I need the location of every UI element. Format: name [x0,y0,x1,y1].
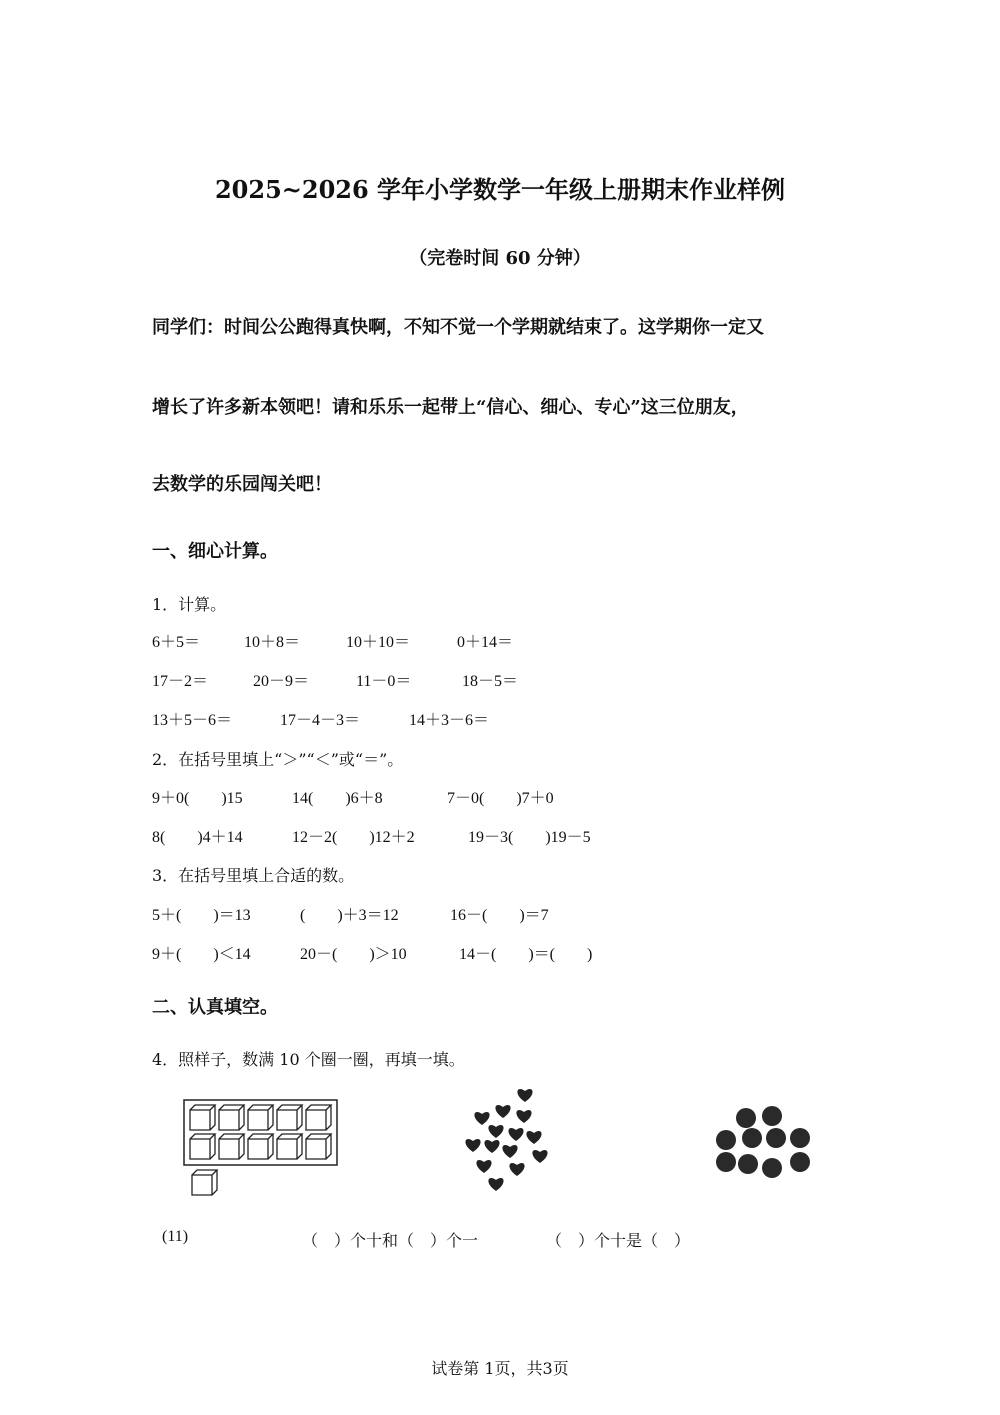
answer-example: (11) [162,1228,189,1245]
calc-item: 14＋3－6＝ [409,712,490,729]
page-title: 2025~2026 学年小学数学一年级上册期末作业样例 [214,175,786,204]
fill-item: 9＋( )＜14 [152,946,251,963]
dot-icon [762,1106,782,1126]
page-footer: 试卷第 1页，共3页 [431,1359,569,1378]
heart-icon [488,1178,503,1191]
heart-icon [502,1145,517,1158]
heart-icon [526,1131,541,1144]
dot-icon [766,1128,786,1148]
cubes-figure [180,1095,345,1205]
calc-item: 17－2＝ [152,673,209,690]
compare-item: 12－2( )12＋2 [292,829,415,846]
compare-item: 7－0( )7＋0 [447,790,554,807]
heart-icon [508,1128,523,1141]
dots-figure [712,1102,822,1187]
heart-icon [509,1163,524,1176]
fill-item: 5＋( )＝13 [152,907,251,924]
heart-icon [465,1139,480,1152]
heart-icon [474,1112,489,1125]
exam-duration: （完卷时间 60 分钟） [409,248,591,269]
cube-icon [190,1105,215,1130]
answer-hearts: （ ）个十和（ ）个一 [302,1231,479,1250]
question-2-label: 2．在括号里填上“＞”“＜”或“＝”。 [152,750,404,769]
calc-item: 10＋8＝ [244,634,301,651]
cube-icon [277,1134,302,1159]
heart-icon [532,1150,547,1163]
calc-item: 13＋5－6＝ [152,712,233,729]
calc-item: 10＋10＝ [346,634,411,651]
fill-item: 20－( )＞10 [300,946,407,963]
compare-item: 14( )6＋8 [292,790,383,807]
cube-icon [306,1105,331,1130]
hearts-figure [460,1080,560,1200]
heart-icon [476,1160,491,1173]
heart-icon [516,1110,531,1123]
cube-icon [277,1105,302,1130]
dot-icon [716,1152,736,1172]
section-heading-2: 二、认真填空。 [152,997,278,1018]
calc-item: 20－9＝ [253,673,310,690]
calc-item: 17－4－3＝ [280,712,361,729]
cube-icon [306,1134,331,1159]
intro-line-2: 增长了许多新本领吧！请和乐乐一起带上“信心、细心、专心”这三位朋友， [152,397,749,418]
dot-icon [790,1128,810,1148]
fill-item: 16－( )＝7 [450,907,549,924]
heart-icon [495,1105,510,1118]
calc-item: 11－0＝ [356,673,412,690]
heart-icon [488,1125,503,1138]
fill-item: 14－( )＝( ) [459,946,593,963]
dot-icon [790,1152,810,1172]
calc-item: 18－5＝ [462,673,519,690]
compare-item: 9＋0( )15 [152,790,243,807]
dot-icon [736,1108,756,1128]
fill-item: ( )＋3＝12 [300,907,399,924]
intro-line-1: 同学们：时间公公跑得真快啊，不知不觉一个学期就结束了。这学期你一定又 [152,317,764,338]
question-1-label: 1．计算。 [152,595,227,614]
calc-item: 6＋5＝ [152,634,201,651]
heart-icon [517,1089,532,1102]
cube-icon [219,1105,244,1130]
intro-line-3: 去数学的乐园闯关吧！ [152,474,332,495]
question-3-label: 3．在括号里填上合适的数。 [152,866,355,885]
cube-icon [190,1134,215,1159]
dot-icon [762,1158,782,1178]
compare-item: 19－3( )19－5 [468,829,591,846]
answer-dots: （ ）个十是（ ） [546,1231,691,1250]
cube-icon [219,1134,244,1159]
dot-icon [716,1130,736,1150]
heart-icon [484,1140,499,1153]
dot-icon [738,1154,758,1174]
section-heading-1: 一、细心计算。 [152,541,278,562]
cube-icon [248,1105,273,1130]
cube-icon [192,1170,217,1195]
question-4-label: 4．照样子，数满 10 个圈一圈，再填一填。 [152,1050,465,1069]
cube-icon [248,1134,273,1159]
compare-item: 8( )4＋14 [152,829,243,846]
dot-icon [742,1128,762,1148]
calc-item: 0＋14＝ [457,634,514,651]
